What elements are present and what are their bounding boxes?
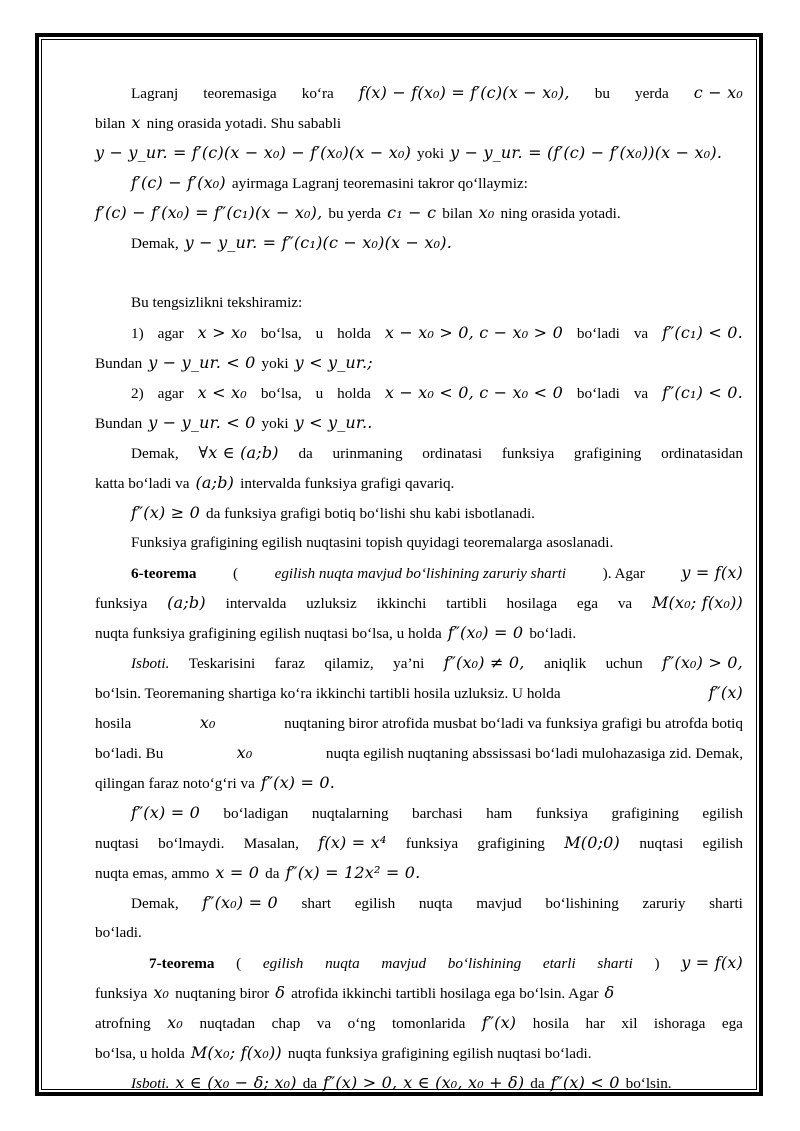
text-run: nuqtasi bbox=[95, 835, 139, 852]
formula: f(x) − f(x₀) = f′(c)(x − x₀), bbox=[358, 83, 570, 102]
text-run: nuqtasi bbox=[639, 835, 684, 852]
text-run: yoki bbox=[417, 145, 445, 162]
formula: c − x₀ bbox=[693, 83, 743, 102]
text-run: tomonlarida bbox=[391, 1015, 466, 1032]
text-line bbox=[95, 1038, 743, 1068]
text-run: nuqtaning biror bbox=[175, 985, 270, 1002]
text-line bbox=[95, 468, 743, 498]
text-line bbox=[95, 528, 743, 558]
text-run: ham bbox=[486, 805, 513, 822]
text-run: funksiya bbox=[405, 835, 459, 852]
formula: f″(c₁) < 0. bbox=[662, 383, 743, 402]
formula: M(x₀; f(x₀)) bbox=[190, 1043, 282, 1062]
text-run: bilan bbox=[95, 115, 126, 132]
text-run: ning orasida yotadi. Shu sababli bbox=[146, 115, 342, 132]
text-run: chap bbox=[271, 1015, 301, 1032]
formula: f″(x₀) ≠ 0, bbox=[443, 653, 525, 672]
text-run: Demak, bbox=[131, 445, 179, 462]
formula: f′(c) − f′(x₀) = f″(c₁)(x − x₀), bbox=[95, 203, 323, 222]
formula: δ bbox=[275, 983, 286, 1002]
formula: x < x₀ bbox=[197, 383, 247, 402]
text-run: nuqtadan bbox=[199, 1015, 256, 1032]
formula: (a;b) bbox=[195, 473, 235, 492]
text-run: nuqtaning biror atrofida musbat bo‘ladi va funksiya grafigi bu atrofda botiq bbox=[284, 715, 743, 732]
text-run: uchun bbox=[605, 655, 643, 672]
text-run: ( bbox=[236, 955, 242, 972]
formula: x ∈ (x₀, x₀ + δ) bbox=[403, 1073, 525, 1092]
text-line bbox=[95, 228, 743, 258]
text-run: grafigining bbox=[477, 835, 545, 852]
text-run: u bbox=[315, 385, 324, 402]
formula: x − x₀ > 0, c − x₀ > 0 bbox=[384, 323, 563, 342]
text-run: hosilaga bbox=[506, 595, 558, 612]
formula: x₀ bbox=[236, 743, 253, 762]
text-run: xil bbox=[621, 1015, 638, 1032]
text-line bbox=[95, 588, 743, 618]
text-line bbox=[95, 378, 743, 408]
text-line bbox=[95, 858, 743, 888]
text-line bbox=[95, 948, 743, 978]
text-run: ( bbox=[233, 565, 239, 582]
formula: x − x₀ < 0, c − x₀ < 0 bbox=[384, 383, 563, 402]
text-run: funksiya bbox=[535, 805, 589, 822]
text-run: hosila bbox=[532, 1015, 569, 1032]
italic-text: Isboti. bbox=[131, 1075, 170, 1092]
formula: M(x₀; f(x₀)) bbox=[651, 593, 743, 612]
text-line bbox=[95, 138, 743, 168]
text-run: bo‘ladi. bbox=[529, 625, 577, 642]
text-run: sharti bbox=[709, 895, 743, 912]
formula: f″(x₀) = 0 bbox=[202, 893, 278, 912]
formula: y < y_ur.; bbox=[294, 353, 373, 372]
formula: y − y_ur. = f″(c₁)(c − x₀)(x − x₀). bbox=[184, 233, 452, 252]
text-run: bo‘ladi. bbox=[95, 924, 142, 941]
italic-text: Isboti. bbox=[131, 655, 170, 672]
text-run: va bbox=[633, 385, 649, 402]
text-line bbox=[95, 1008, 743, 1038]
text-run: Bu tengsizlikni tekshiramiz: bbox=[131, 294, 303, 311]
text-line bbox=[95, 108, 743, 138]
text-line bbox=[95, 498, 743, 528]
text-run: barchasi bbox=[412, 805, 463, 822]
text-line bbox=[95, 708, 743, 738]
text-line bbox=[95, 768, 743, 798]
text-run: nuqta bbox=[418, 895, 453, 912]
text-run: nuqta emas, ammo bbox=[95, 865, 210, 882]
text-run: Masalan, bbox=[243, 835, 299, 852]
italic-text: nuqta bbox=[325, 955, 360, 972]
text-run: uzluksiz bbox=[306, 595, 357, 612]
formula: δ bbox=[604, 983, 615, 1002]
text-run: atrofning bbox=[95, 1015, 151, 1032]
text-line bbox=[95, 168, 743, 198]
text-run: har bbox=[585, 1015, 605, 1032]
formula: y − y_ur. = (f′(c) − f′(x₀))(x − x₀). bbox=[450, 143, 723, 162]
text-run: ning orasida yotadi. bbox=[500, 205, 621, 222]
formula: y = f(x) bbox=[681, 953, 743, 972]
italic-text: egilish nuqta mavjud bo‘lishining zaruriy sharti bbox=[274, 565, 567, 582]
formula: (a;b) bbox=[167, 593, 206, 612]
text-run: nuqta egilish nuqtaning abssissasi bo‘ladi mulohazasiga zid. Demak, bbox=[325, 745, 743, 762]
text-run: Funksiya grafigining egilish nuqtasini topish quyidagi teoremalarga asoslanadi. bbox=[131, 534, 614, 551]
formula: f″(x) = 12x² = 0. bbox=[285, 863, 421, 882]
text-line bbox=[95, 918, 743, 948]
text-run: mavjud bbox=[476, 895, 522, 912]
text-run: katta bo‘ladi va bbox=[95, 475, 190, 492]
text-run: funksiya bbox=[95, 985, 148, 1002]
text-line bbox=[95, 678, 743, 708]
text-run: da bbox=[530, 1075, 545, 1092]
formula: x = 0 bbox=[215, 863, 260, 882]
text-run: o‘ng bbox=[347, 1015, 376, 1032]
text-run: holda bbox=[337, 325, 371, 342]
text-run: da funksiya grafigi botiq bo‘lishi shu kabi isbotlanadi. bbox=[205, 505, 535, 522]
text-run: yoki bbox=[261, 415, 289, 432]
formula: x₀ bbox=[167, 1013, 183, 1032]
text-run: ) bbox=[654, 955, 660, 972]
text-run: ega bbox=[721, 1015, 743, 1032]
text-run: nuqtalarning bbox=[311, 805, 389, 822]
text-run: 2) bbox=[131, 385, 144, 402]
text-run: yoki bbox=[261, 355, 289, 372]
formula: y − y_ur. < 0 bbox=[148, 413, 256, 432]
text-run: urinmaning bbox=[332, 445, 403, 462]
formula: f″(x) bbox=[708, 683, 743, 702]
text-run: ishoraga bbox=[653, 1015, 706, 1032]
formula: f′(c) − f′(x₀) bbox=[131, 173, 226, 192]
formula: x bbox=[131, 113, 141, 132]
text-run: va bbox=[633, 325, 649, 342]
text-run: Bundan bbox=[95, 415, 143, 432]
formula: f″(x) = 0 bbox=[131, 803, 200, 822]
formula: x₀ bbox=[478, 203, 495, 222]
text-run: shart bbox=[301, 895, 332, 912]
text-run: teoremasiga bbox=[203, 85, 277, 102]
text-run: egilish bbox=[702, 805, 743, 822]
text-line bbox=[95, 1068, 743, 1098]
theorem-label: 7-teorema bbox=[149, 955, 215, 972]
formula: f″(x) ≥ 0 bbox=[131, 503, 200, 522]
formula: y − y_ur. = f′(c)(x − x₀) − f′(x₀)(x − x₀) bbox=[95, 143, 412, 162]
text-run: ). Agar bbox=[602, 565, 645, 582]
text-run: yerda bbox=[635, 85, 669, 102]
text-run: funksiya bbox=[501, 445, 555, 462]
text-run: intervalda bbox=[225, 595, 287, 612]
text-line bbox=[95, 978, 743, 1008]
text-run: tartibli bbox=[446, 595, 487, 612]
italic-text: mavjud bbox=[381, 955, 427, 972]
text-run: hosila bbox=[95, 715, 132, 732]
text-run: da bbox=[298, 445, 313, 462]
text-run: da bbox=[302, 1075, 318, 1092]
text-line bbox=[95, 618, 743, 648]
text-run: agar bbox=[157, 385, 184, 402]
text-run: bu bbox=[594, 85, 610, 102]
text-run: bo‘lsin. Teoremaning shartiga ko‘ra ikkinchi tartibli hosila uzluksiz. U holda bbox=[95, 685, 561, 702]
formula: y < y_ur.. bbox=[294, 413, 373, 432]
text-run: bo‘lishining bbox=[545, 895, 619, 912]
text-run: bo‘lmaydi. bbox=[158, 835, 225, 852]
formula: M(0;0) bbox=[564, 833, 621, 852]
text-line bbox=[95, 648, 743, 678]
formula: f″(x) > 0, bbox=[323, 1073, 398, 1092]
document-body bbox=[95, 78, 743, 1098]
italic-text: sharti bbox=[597, 955, 633, 972]
text-run: ordinatasidan bbox=[661, 445, 743, 462]
text-run: 1) bbox=[131, 325, 144, 342]
formula: x > x₀ bbox=[197, 323, 247, 342]
text-run: bo‘ladigan bbox=[223, 805, 289, 822]
text-run: u bbox=[315, 325, 324, 342]
formula: x ∈ (x₀ − δ; x₀) bbox=[175, 1073, 297, 1092]
text-run: grafigining bbox=[573, 445, 642, 462]
formula: f″(x₀) > 0, bbox=[662, 653, 743, 672]
text-line bbox=[95, 288, 743, 318]
text-run: atrofida ikkinchi tartibli hosilaga ega bo‘lsin. Agar bbox=[291, 985, 599, 1002]
text-run: Demak, bbox=[131, 895, 179, 912]
formula: f″(x) < 0 bbox=[550, 1073, 620, 1092]
theorem-label: 6-teorema bbox=[131, 565, 197, 582]
text-run: zaruriy bbox=[642, 895, 686, 912]
text-line bbox=[95, 558, 743, 588]
text-line bbox=[95, 798, 743, 828]
text-run: bilan bbox=[442, 205, 473, 222]
text-run: bo‘lsin. bbox=[625, 1075, 672, 1092]
formula: x₀ bbox=[153, 983, 170, 1002]
text-run: bo‘ladi bbox=[576, 385, 620, 402]
text-line bbox=[95, 438, 743, 468]
text-run: aniqlik bbox=[543, 655, 587, 672]
text-line bbox=[95, 348, 743, 378]
text-run: ordinatasi bbox=[422, 445, 483, 462]
italic-text: egilish bbox=[262, 955, 304, 972]
text-run: da bbox=[265, 865, 280, 882]
italic-text: bo‘lishining bbox=[447, 955, 522, 972]
formula: c₁ − c bbox=[387, 203, 437, 222]
text-run: nuqta funksiya grafigining egilish nuqtasi bo‘ladi. bbox=[287, 1045, 592, 1062]
italic-text: etarli bbox=[542, 955, 576, 972]
text-line bbox=[95, 198, 743, 228]
text-run: qilamiz, bbox=[324, 655, 374, 672]
formula: x₀ bbox=[199, 713, 216, 732]
text-run: holda bbox=[337, 385, 371, 402]
text-run: ega bbox=[576, 595, 598, 612]
text-line bbox=[95, 888, 743, 918]
formula: y = f(x) bbox=[681, 563, 743, 582]
text-run: ayirmaga Lagranj teoremasini takror qo‘llaymiz: bbox=[231, 175, 528, 192]
text-run: agar bbox=[157, 325, 184, 342]
text-run: intervalda funksiya grafigi qavariq. bbox=[240, 475, 455, 492]
text-run: bo‘ladi bbox=[576, 325, 620, 342]
text-run: Teskarisini bbox=[188, 655, 256, 672]
text-run: qilingan faraz noto‘g‘ri va bbox=[95, 775, 255, 792]
text-run: nuqta funksiya grafigining egilish nuqtasi bo‘lsa, u holda bbox=[95, 625, 442, 642]
text-run: Demak, bbox=[131, 235, 179, 252]
text-line bbox=[95, 738, 743, 768]
formula: f″(x) = 0. bbox=[260, 773, 336, 792]
text-line bbox=[95, 828, 743, 858]
text-run: funksiya bbox=[95, 595, 148, 612]
text-run: ikkinchi bbox=[376, 595, 427, 612]
text-run: Bundan bbox=[95, 355, 143, 372]
text-run: egilish bbox=[702, 835, 743, 852]
text-run: ko‘ra bbox=[301, 85, 334, 102]
text-run: va bbox=[316, 1015, 332, 1032]
text-run: bo‘lsa, bbox=[260, 385, 302, 402]
formula: f″(c₁) < 0. bbox=[662, 323, 743, 342]
text-run: ya’ni bbox=[393, 655, 425, 672]
text-line bbox=[95, 408, 743, 438]
text-run: bo‘ladi. Bu bbox=[95, 745, 164, 762]
formula: y − y_ur. < 0 bbox=[148, 353, 256, 372]
text-run: bo‘lsa, u holda bbox=[95, 1045, 185, 1062]
formula: f(x) = x⁴ bbox=[318, 833, 387, 852]
text-line bbox=[95, 78, 743, 108]
formula: f″(x) bbox=[481, 1013, 517, 1032]
formula: f″(x₀) = 0 bbox=[447, 623, 524, 642]
text-run: bu yerda bbox=[328, 205, 382, 222]
text-run: egilish bbox=[354, 895, 396, 912]
text-run: grafigining bbox=[611, 805, 679, 822]
formula: ∀x ∈ (a;b) bbox=[198, 443, 279, 462]
text-run: bo‘lsa, bbox=[260, 325, 302, 342]
blank-line bbox=[95, 258, 743, 288]
text-run: Lagranj bbox=[131, 85, 179, 102]
text-run: va bbox=[617, 595, 633, 612]
text-run: faraz bbox=[274, 655, 305, 672]
text-line bbox=[95, 318, 743, 348]
